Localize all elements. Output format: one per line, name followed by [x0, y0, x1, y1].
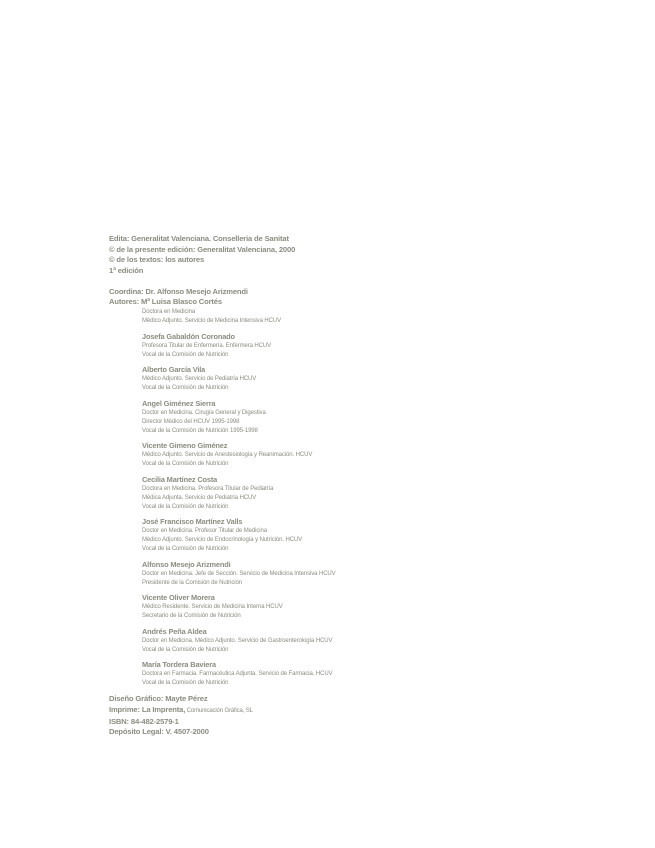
edition-copyright-line: © de la presente edición: Generalitat Valenciana, 2000: [109, 244, 296, 254]
printer-company: Comunicación Gráfica, SL: [185, 707, 253, 714]
author-detail: Vocal de la Comisión de Nutrición 1995-1998: [142, 427, 258, 434]
colophon-footer: [109, 694, 549, 737]
credits-page: [109, 234, 549, 738]
author-name: Vicente Gimeno Giménez: [142, 441, 228, 451]
author-detail: Médico Adjunto. Servicio de Endocrinología y Nutrición. HCUV: [142, 537, 303, 544]
author-entry: [142, 308, 549, 326]
author-entry: [142, 475, 549, 512]
author-name: Josefa Gabaldón Coronado: [142, 331, 235, 341]
isbn-line: ISBN: 84-482-2579-1: [109, 716, 179, 726]
author-entry: [142, 593, 549, 621]
printer-credit: [109, 705, 549, 717]
author-name: María Tordera Baviera: [142, 660, 216, 670]
authors-label: Autores: Mª Luisa Blasco Cortés: [109, 297, 222, 307]
author-name: Alberto García Vila: [142, 365, 206, 375]
author-detail: Médico Residente. Servicio de Medicina Interna HCUV: [142, 604, 283, 611]
edition-number: 1ª edición: [109, 265, 144, 275]
author-entry: [142, 441, 549, 469]
author-detail: Director Médico del HCUV 1995-1998: [142, 418, 240, 425]
author-name: José Francisco Martínez Valls: [142, 517, 243, 527]
printer-label: Imprime: La Imprenta,: [109, 704, 186, 714]
publisher-line: Edita: Generalitat Valenciana. Conselleria de Sanitat: [109, 234, 289, 243]
author-detail: Doctora en Medicina. Profesora Titular de Pediatría: [142, 485, 274, 492]
author-detail: Vocal de la Comisión de Nutrición: [142, 546, 229, 553]
author-detail: Doctor en Medicina. Jefe de Sección. Servicio de Medicina Intensiva HCUV: [142, 570, 336, 577]
author-detail: Presidente de la Comisión de Nutrición: [142, 579, 242, 586]
author-detail: Médico Adjunto. Servicio de Medicina Intensiva HCUV: [142, 318, 281, 325]
coordinator-line: Coordina: Dr. Alfonso Mesejo Arizmendi: [109, 286, 248, 296]
texts-copyright-line: © de los textos: los autores: [109, 255, 205, 265]
author-name: Alfonso Mesejo Arizmendi: [142, 559, 231, 569]
author-detail: Vocal de la Comisión de Nutrición: [142, 680, 229, 687]
legal-deposit-line: Depósito Legal: V. 4507-2000: [109, 727, 209, 737]
author-detail: Vocal de la Comisión de Nutrición: [142, 503, 229, 510]
authors-list: [109, 308, 549, 688]
author-detail: Médica Adjunta. Servicio de Pediatría HCUV: [142, 494, 257, 501]
author-entry: [142, 660, 549, 688]
author-entry: [142, 365, 549, 393]
author-entry: [142, 627, 549, 655]
author-detail: Vocal de la Comisión de Nutrición: [142, 351, 229, 358]
author-detail: Doctor en Medicina. Profesor Titular de Medicina: [142, 528, 267, 535]
design-credit: Diseño Gráfico: Mayte Pérez: [109, 694, 208, 704]
author-entry: [142, 560, 549, 588]
author-name: Vicente Oliver Morera: [142, 593, 215, 603]
author-detail: Secretario de la Comisión de Nutrición: [142, 613, 241, 620]
author-detail: Doctora en Farmacia. Farmacéutica Adjunta. Servicio de Farmacia. HCUV: [142, 671, 333, 678]
author-detail: Doctor en Medicina. Cirugía General y Digestiva: [142, 409, 266, 416]
author-entry: [142, 332, 549, 360]
author-entry: [142, 517, 549, 554]
author-detail: Vocal de la Comisión de Nutrición: [142, 461, 229, 468]
author-detail: Profesora Titular de Enfermería. Enfermera HCUV: [142, 342, 272, 349]
author-name: Angel Giménez Sierra: [142, 398, 216, 408]
author-name: Cecilia Martínez Costa: [142, 474, 218, 484]
author-detail: Vocal de la Comisión de Nutrición: [142, 385, 229, 392]
author-name: Andrés Peña Aldea: [142, 626, 207, 636]
author-detail: Médico Adjunto. Servicio de Pediatría HCUV: [142, 376, 257, 383]
author-detail: Doctor en Medicina. Médico Adjunto. Servicio de Gastroenterología HCUV: [142, 637, 333, 644]
author-detail: Doctora en Medicina: [142, 309, 196, 316]
author-detail: Vocal de la Comisión de Nutrición: [142, 646, 229, 653]
author-detail: Médico Adjunto. Servicio de Anestesiología y Reanimación. HCUV: [142, 452, 313, 459]
author-entry: [142, 399, 549, 436]
